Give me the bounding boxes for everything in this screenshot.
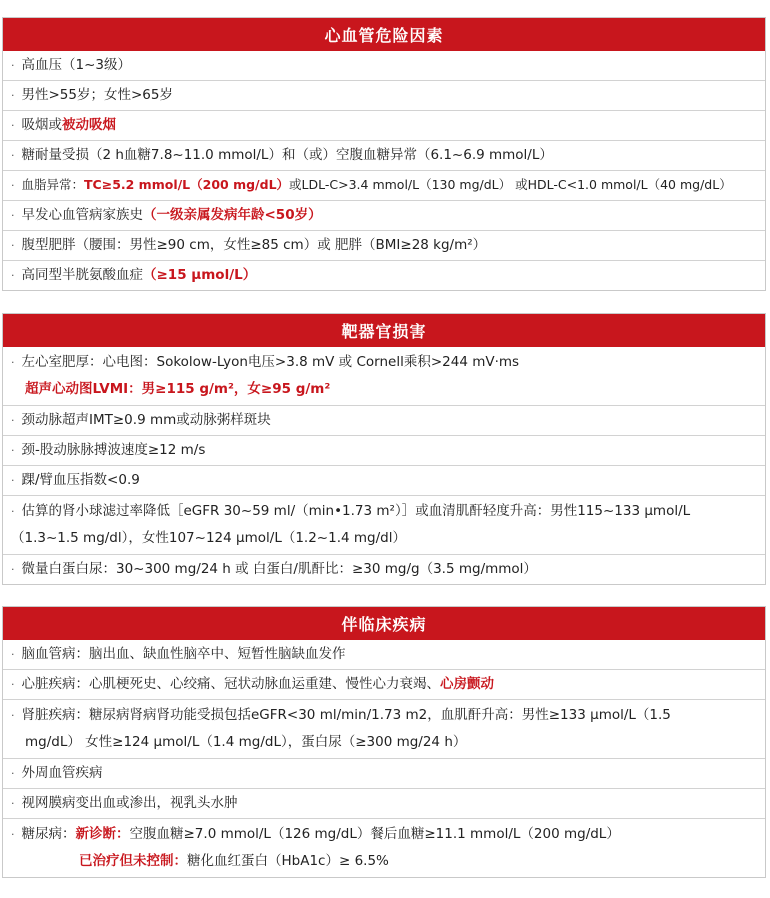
list-item: · 糖耐量受损（2 h血糖7.8~11.0 mmol/L）和（或）空腹血糖异常（6.1~6.9 mmol/L）	[3, 140, 765, 170]
list-item: · 心脏疾病：心肌梗死史、心绞痛、冠状动脉血运重建、慢性心力衰竭、心房颤动	[3, 669, 765, 699]
list-item: · 早发心血管病家族史（一级亲属发病年龄<50岁）	[3, 200, 765, 230]
section-cv-risk-factors	[2, 17, 766, 291]
list-item: · 外周血管疾病	[3, 758, 765, 788]
list-item: · 男性>55岁；女性>65岁	[3, 80, 765, 110]
list-item: · 高同型半胱氨酸血症（≥15 μmol/L）	[3, 260, 765, 290]
list-item: · 颈-股动脉脉搏波速度≥12 m/s	[3, 435, 765, 465]
list-item: · 颈动脉超声IMT≥0.9 mm或动脉粥样斑块	[3, 405, 765, 435]
section-clinical-conditions	[2, 606, 766, 878]
list-item: · 左心室肥厚：心电图：Sokolow-Lyon电压>3.8 mV 或 Cornell乘积>244 mV·ms 超声心动图LVMI：男≥115 g/m²，女≥95 g/m²	[11, 354, 520, 397]
section-title: 伴临床疾病	[3, 607, 765, 640]
list-item: · 踝/臂血压指数<0.9	[3, 465, 765, 495]
list-item: · 高血压（1~3级）	[11, 57, 131, 73]
section-title: 靶器官损害	[3, 314, 765, 347]
list-item: · 肾脏疾病：糖尿病肾病肾功能受损包括eGFR<30 ml/min/1.73 m2，血肌酐升高：男性≥133 μmol/L（1.5 mg/dL） 女性≥124 μmol/L（1.4 mg/dL），蛋白尿（≥300 mg/24 h）	[3, 699, 765, 758]
list-item: · 脑血管病：脑出血、缺血性脑卒中、短暂性脑缺血发作	[11, 646, 346, 662]
list-item: · 估算的肾小球滤过率降低［eGFR 30~59 ml/（min•1.73 m²）］或血清肌酐轻度升高：男性115~133 μmol/L （1.3~1.5 mg/dl），女性107~124 μmol/L（1.2~1.4 mg/dl）	[3, 495, 765, 554]
section-title: 心血管危险因素	[3, 18, 765, 51]
list-item: · 血脂异常：TC≥5.2 mmol/L（200 mg/dL）或LDL-C>3.4 mmol/L（130 mg/dL） 或HDL-C<1.0 mmol/L（40 mg/dL）	[3, 170, 765, 200]
list-item: · 吸烟或被动吸烟	[3, 110, 765, 140]
list-item: · 糖尿病：新诊断：空腹血糖≥7.0 mmol/L（126 mg/dL）餐后血糖≥11.1 mmol/L（200 mg/dL） 已治疗但未控制：糖化血红蛋白（HbA1c）≥ 6.5%	[3, 818, 765, 877]
section-target-organ-damage	[2, 313, 766, 585]
list-item: · 视网膜病变出血或渗出，视乳头水肿	[3, 788, 765, 818]
list-item: · 腹型肥胖（腰围：男性≥90 cm，女性≥85 cm）或 肥胖（BMI≥28 kg/m²）	[3, 230, 765, 260]
list-item: · 微量白蛋白尿：30~300 mg/24 h 或 白蛋白/肌酐比：≥30 mg/g（3.5 mg/mmol）	[3, 554, 765, 584]
